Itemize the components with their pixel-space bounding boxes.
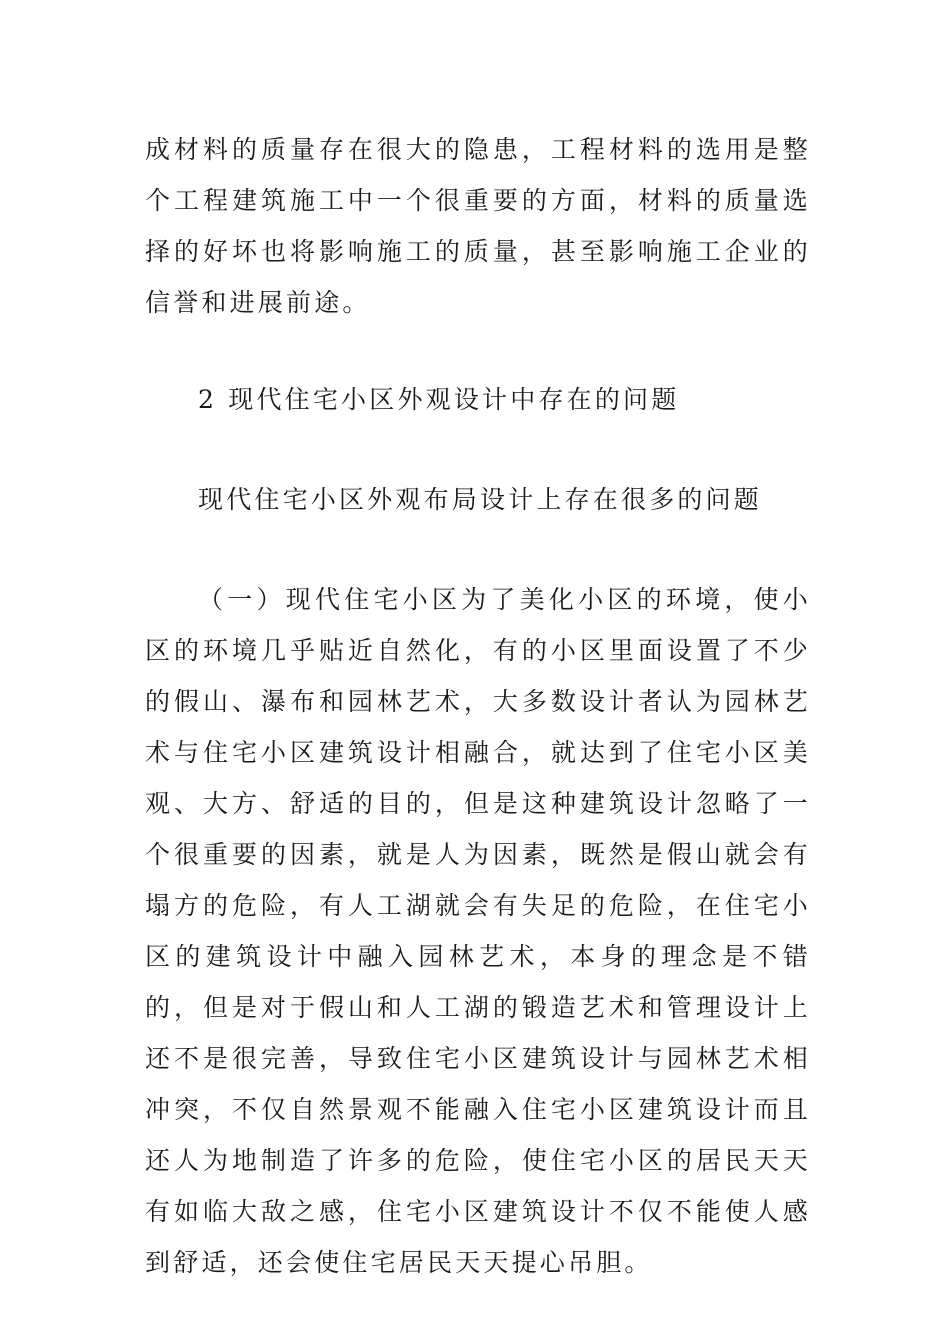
body-paragraph-intro: 现代住宅小区外观布局设计上存在很多的问题 [198,485,763,514]
body-paragraph-continued: 成材料的质量存在很大的隐患，工程材料的选用是整个工程建筑施工中一个很重要的方面，材料的质量选择的好坏也将影响施工的质量，甚至影响施工企业的信誉和进展前途。 [145,135,811,317]
section-heading: 2 现代住宅小区外观设计中存在的问题 [198,385,680,414]
body-paragraph-point-one: （一）现代住宅小区为了美化小区的环境，使小区的环境几乎贴近自然化，有的小区里面设置了不少的假山、瀑布和园林艺术，大多数设计者认为园林艺术与住宅小区建筑设计相融合，就达到了住宅小区美观、大方、舒适的目的，但是这种建筑设计忽略了一个很重要的因素，就是人为因素，既然是假山就会有塌方的危险，有人工湖就会有失足的危险，在住宅小区的建筑设计中融入园林艺术，本身的理念是不错的，但是对于假山和人工湖的锻造艺术和管理设计上还不是很完善，导致住宅小区建筑设计与园林艺术相冲突，不仅自然景观不能融入住宅小区建筑设计而且还人为地制造了许多的危险，使住宅小区的居民天天有如临大敌之感，住宅小区建筑设计不仅不能使人感到舒适，还会使住宅居民天天提心吊胆。 [145,585,811,1277]
